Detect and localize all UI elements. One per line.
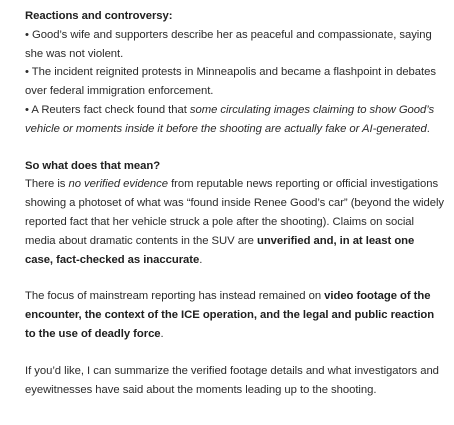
meaning-paragraph — [25, 175, 444, 269]
focus-text-1: The focus of mainstream reporting has instead remained on — [25, 290, 325, 303]
meaning-text-1: There is — [25, 178, 69, 191]
meaning-section — [25, 157, 444, 270]
focus-paragraph — [25, 287, 444, 343]
reactions-heading: Reactions and controversy: — [25, 10, 173, 22]
focus-bold-1: video footage of the encounter, the context of the ICE operation, and the legal and public reaction to the use of deadly force — [25, 290, 435, 340]
reactions-section — [25, 7, 444, 139]
reactions-bullet-1: • Good’s wife and supporters describe her as peaceful and compassionate, saying she was not violent. — [25, 28, 432, 60]
meaning-text-2: from reputable news reporting or official investigations showing a photoset of what was “found inside Renee Good’s car” (beyond the widely reported fact that her vehicle struck a pole after the shooting). Claims on social media about dramatic contents in the SUV are — [25, 178, 444, 247]
meaning-heading: So what does that mean? — [25, 159, 161, 172]
focus-section — [25, 287, 444, 343]
bullet-3-italic: some circulating images claiming to show Good’s vehicle or moments inside it before the shooting are actually fake or AI-generated — [25, 103, 435, 135]
bullet-3-suffix: . — [426, 122, 430, 135]
offer-paragraph: If you’d like, I can summarize the verified footage details and what investigators and eyewitnesses have said about the moments leading up to the shooting. — [25, 364, 439, 396]
focus-text-2: . — [160, 327, 164, 340]
meaning-italic-1: no verified evidence — [68, 178, 168, 191]
bullet-3-prefix: • A Reuters fact check found that — [25, 103, 190, 116]
reactions-bullet-3 — [25, 101, 444, 139]
reactions-bullet-2: • The incident reignited protests in Minneapolis and became a flashpoint in debates over federal immigration enforcement. — [25, 66, 436, 98]
offer-section — [25, 362, 444, 400]
meaning-bold-1: unverified and, in at least one case, fact-checked as inaccurate — [25, 234, 415, 266]
meaning-text-3: . — [199, 253, 203, 266]
